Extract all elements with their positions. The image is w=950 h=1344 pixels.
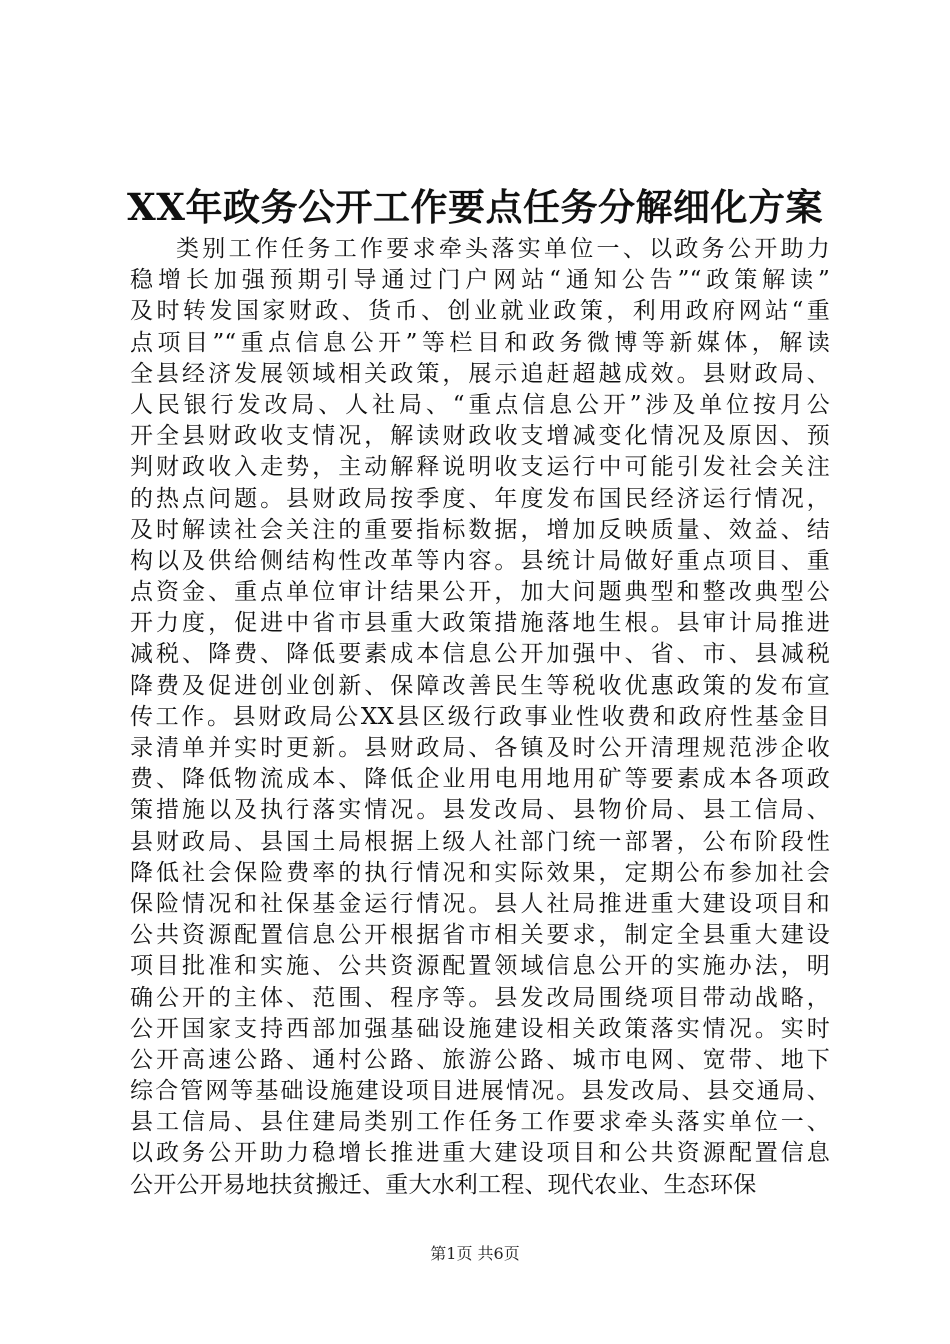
- body-line: 点项目”“重点信息公开”等栏目和政务微博等新媒体，解读: [130, 329, 830, 356]
- body-line: 人民银行发改局、人社局、“重点信息公开”涉及单位按月公: [130, 391, 830, 418]
- body-line: 及时转发国家财政、货币、创业就业政策，利用政府网站“重: [130, 298, 830, 325]
- body-line: 构以及供给侧结构性改革等内容。县统计局做好重点项目、重: [130, 547, 830, 574]
- body-line: 公开高速公路、通村公路、旅游公路、城市电网、宽带、地下: [130, 1046, 830, 1073]
- body-line: 以政务公开助力稳增长推进重大建设项目和公共资源配置信息: [130, 1140, 830, 1167]
- body-line: 及时解读社会关注的重要指标数据，增加反映质量、效益、结: [130, 516, 830, 543]
- body-line: 的热点问题。县财政局按季度、年度发布国民经济运行情况，: [130, 485, 830, 512]
- body-line: 确公开的主体、范围、程序等。县发改局围绕项目带动战略，: [130, 984, 830, 1011]
- body-line: 开力度，促进中省市县重大政策措施落地生根。县审计局推进: [130, 610, 830, 637]
- body-line: 稳增长加强预期引导通过门户网站“通知公告”“政策解读”: [130, 267, 830, 294]
- body-line: 县财政局、县国土局根据上级人社部门统一部署，公布阶段性: [130, 828, 830, 855]
- body-line: 开全县财政收支情况，解读财政收支增减变化情况及原因、预: [130, 423, 830, 450]
- body-line: 判财政收入走势，主动解释说明收支运行中可能引发社会关注: [130, 454, 830, 481]
- body-line: 策措施以及执行落实情况。县发改局、县物价局、县工信局、: [130, 797, 830, 824]
- body-line: 录清单并实时更新。县财政局、各镇及时公开清理规范涉企收: [130, 735, 830, 761]
- body-line: 项目批准和实施、公共资源配置领域信息公开的实施办法，明: [130, 953, 830, 980]
- body-line: 公开公开易地扶贫搬迁、重大水利工程、现代农业、生态环保: [130, 1171, 757, 1198]
- body-line: 降费及促进创业创新、保障改善民生等税收优惠政策的发布宣: [130, 672, 830, 699]
- body-line: 公开国家支持西部加强基础设施建设相关政策落实情况。实时: [130, 1015, 830, 1042]
- page-footer: 第1页 共6页: [430, 1244, 520, 1263]
- body-line: 综合管网等基础设施建设项目进展情况。县发改局、县交通局、: [130, 1078, 830, 1105]
- document-body: [130, 234, 830, 1201]
- body-line: 保险情况和社保基金运行情况。县人社局推进重大建设项目和: [130, 890, 830, 917]
- body-line: 全县经济发展领域相关政策，展示追赶超越成效。县财政局、: [130, 360, 830, 387]
- body-line: 传工作。县财政局公XX县区级行政事业性收费和政府性基金目: [130, 703, 830, 730]
- body-line: 点资金、重点单位审计结果公开，加大问题典型和整改典型公: [130, 579, 830, 606]
- body-line: 费、降低物流成本、降低企业用电用地用矿等要素成本各项政: [130, 766, 830, 793]
- body-line: 县工信局、县住建局类别工作任务工作要求牵头落实单位一、: [130, 1109, 830, 1136]
- body-line: 降低社会保险费率的执行情况和实际效果，定期公布参加社会: [130, 859, 830, 886]
- body-line: 类别工作任务工作要求牵头落实单位一、以政务公开助力: [176, 236, 830, 262]
- document-title: XX年政务公开工作要点任务分解细化方案: [127, 185, 823, 229]
- body-line: 减税、降费、降低要素成本信息公开加强中、省、市、县减税: [130, 641, 830, 668]
- body-line: 公共资源配置信息公开根据省市相关要求，制定全县重大建设: [130, 922, 830, 949]
